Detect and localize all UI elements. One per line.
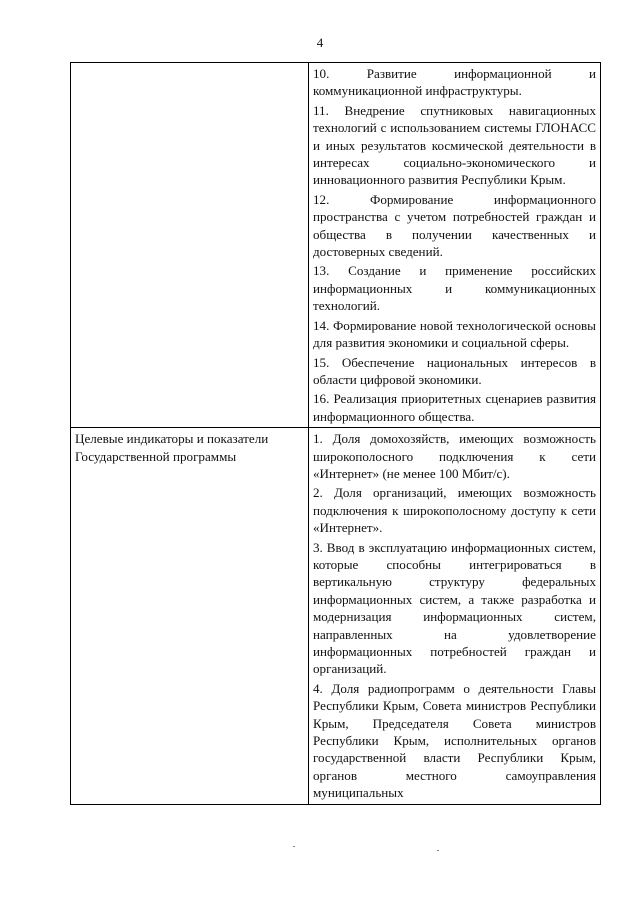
scan-speck [437,850,439,851]
table-row [71,428,601,805]
list-item: 2. Доля организаций, имеющих возможность подключения к широкополосному доступу к сети «Интернет». [313,485,596,536]
list-item: 15. Обеспечение национальных интересов в области цифровой экономики. [313,354,596,387]
table-row [71,63,601,428]
scan-speck [293,846,295,847]
row-label-cell [71,63,309,428]
list-item: 11. Внедрение спутниковых навигационных технологий с использованием системы ГЛОНАСС и иных результатов космической деятельности в интересах социально-экономического и инновационного развития Республики Крым. [313,102,596,188]
row-content-cell [309,428,601,805]
list-item: 12. Формирование информационного пространства с учетом потребностей граждан и общества в получении качественных и достоверных сведений. [313,191,596,260]
list-item: 3. Ввод в эксплуатацию информационных систем, которые способны интегрироваться в вертикальную структуру федеральных информационных систем, а также разработка и модернизация информационных систем, направленных на удовлетворение информационных потребностей граждан и организаций. [313,539,596,677]
list-item: 1. Доля домохозяйств, имеющих возможность широкополосного подключения к сети «Интернет» (не менее 100 Мбит/с). [313,431,596,481]
row-content-cell [309,63,601,428]
list-item: 16. Реализация приоритетных сценариев развития информационного общества. [313,391,596,424]
list-item: 4. Доля радиопрограмм о деятельности Главы Республики Крым, Совета министров Республики Крым, Председателя Совета министров Республики Крым, исполнительных органов государственной власти Республики Крым, органов местного самоуправления муниципальных [313,680,596,801]
row-label-cell: Целевые индикаторы и показатели Государственной программы [71,428,309,805]
program-passport-table [70,62,601,805]
list-item: 14. Формирование новой технологической основы для развития экономики и социальной сферы. [313,317,596,351]
page-number: 4 [316,35,324,50]
list-item: 10. Развитие информационной и коммуникационной инфраструктуры. [313,66,596,99]
list-item: 13. Создание и применение российских информационных и коммуникационных технологий. [313,263,596,314]
